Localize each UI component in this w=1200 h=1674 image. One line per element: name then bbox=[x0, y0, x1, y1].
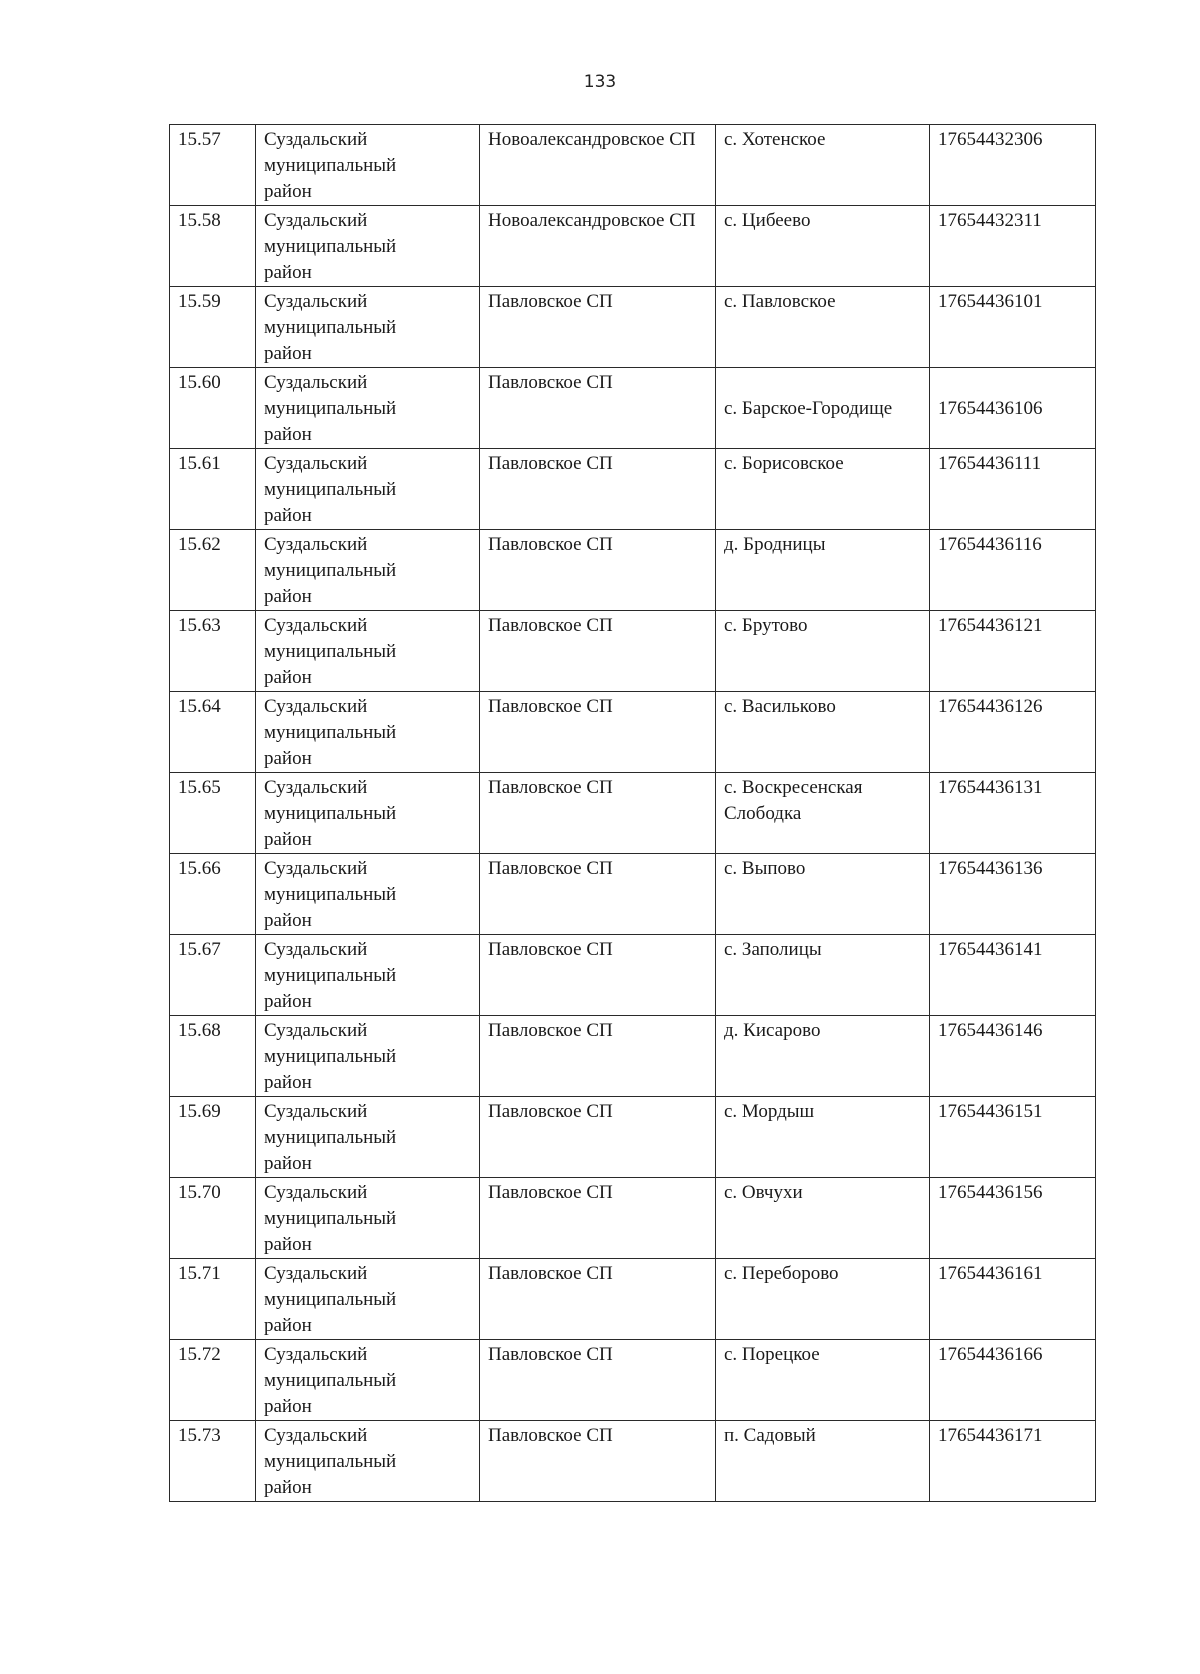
oktmo-code-cell: 17654436121 bbox=[930, 611, 1096, 692]
settlement-cell: Павловское СП bbox=[480, 1178, 716, 1259]
oktmo-code-cell: 17654432311 bbox=[930, 206, 1096, 287]
table-row bbox=[170, 1340, 1096, 1421]
district-line: муниципальный bbox=[264, 479, 397, 500]
row-number: 15.67 bbox=[170, 935, 256, 1016]
oktmo-code-cell: 17654436141 bbox=[930, 935, 1096, 1016]
table-row bbox=[170, 692, 1096, 773]
table-row bbox=[170, 368, 1096, 449]
district-line: муниципальный bbox=[264, 722, 397, 743]
district-cell bbox=[256, 1097, 480, 1178]
district-line: Суздальский bbox=[264, 858, 368, 879]
district-line: район bbox=[264, 1234, 312, 1255]
district-cell bbox=[256, 368, 480, 449]
district-cell bbox=[256, 854, 480, 935]
oktmo-code-cell: 17654436131 bbox=[930, 773, 1096, 854]
table-row bbox=[170, 449, 1096, 530]
district-line: район bbox=[264, 1477, 312, 1498]
district-line: район bbox=[264, 181, 312, 202]
district-cell bbox=[256, 530, 480, 611]
table-row bbox=[170, 287, 1096, 368]
district-line: район bbox=[264, 262, 312, 283]
table-row bbox=[170, 1016, 1096, 1097]
district-line: район bbox=[264, 910, 312, 931]
district-line: Суздальский bbox=[264, 696, 368, 717]
district-line: муниципальный bbox=[264, 1046, 397, 1067]
district-line: Суздальский bbox=[264, 129, 368, 150]
locality-cell: д. Кисарово bbox=[716, 1016, 930, 1097]
district-line: муниципальный bbox=[264, 884, 397, 905]
district-line: Суздальский bbox=[264, 1425, 368, 1446]
table-row bbox=[170, 854, 1096, 935]
row-number: 15.58 bbox=[170, 206, 256, 287]
district-line: Суздальский bbox=[264, 291, 368, 312]
table-row bbox=[170, 1259, 1096, 1340]
table-row bbox=[170, 611, 1096, 692]
settlement-cell: Павловское СП bbox=[480, 1097, 716, 1178]
district-cell bbox=[256, 1178, 480, 1259]
district-line: муниципальный bbox=[264, 1127, 397, 1148]
locality-cell: с. Брутово bbox=[716, 611, 930, 692]
row-number: 15.57 bbox=[170, 125, 256, 206]
table-row bbox=[170, 1421, 1096, 1502]
oktmo-code-cell: 17654436171 bbox=[930, 1421, 1096, 1502]
settlement-cell: Павловское СП bbox=[480, 449, 716, 530]
locality-cell: п. Садовый bbox=[716, 1421, 930, 1502]
locality-cell: с. Овчухи bbox=[716, 1178, 930, 1259]
district-cell bbox=[256, 1259, 480, 1340]
district-cell bbox=[256, 1016, 480, 1097]
district-cell bbox=[256, 773, 480, 854]
oktmo-code-cell: 17654436146 bbox=[930, 1016, 1096, 1097]
oktmo-code-cell: 17654436111 bbox=[930, 449, 1096, 530]
district-line: район bbox=[264, 667, 312, 688]
row-number: 15.71 bbox=[170, 1259, 256, 1340]
district-line: муниципальный bbox=[264, 1451, 397, 1472]
district-cell bbox=[256, 935, 480, 1016]
locality-cell: с. Заполицы bbox=[716, 935, 930, 1016]
locality-cell: с. Борисовское bbox=[716, 449, 930, 530]
row-number: 15.65 bbox=[170, 773, 256, 854]
district-cell bbox=[256, 692, 480, 773]
district-line: Суздальский bbox=[264, 939, 368, 960]
oktmo-code-cell: 17654436116 bbox=[930, 530, 1096, 611]
district-line: район bbox=[264, 1396, 312, 1417]
oktmo-code-cell: 17654436166 bbox=[930, 1340, 1096, 1421]
table-row bbox=[170, 773, 1096, 854]
table-row bbox=[170, 530, 1096, 611]
settlement-cell: Павловское СП bbox=[480, 692, 716, 773]
row-number: 15.64 bbox=[170, 692, 256, 773]
district-line: муниципальный bbox=[264, 1208, 397, 1229]
district-line: район bbox=[264, 1153, 312, 1174]
oktmo-code-cell: 17654432306 bbox=[930, 125, 1096, 206]
district-line: Суздальский bbox=[264, 615, 368, 636]
district-cell bbox=[256, 1340, 480, 1421]
settlement-cell: Новоалександровское СП bbox=[480, 125, 716, 206]
table-row bbox=[170, 125, 1096, 206]
district-line: район bbox=[264, 505, 312, 526]
district-line: муниципальный bbox=[264, 965, 397, 986]
district-line: муниципальный bbox=[264, 236, 397, 257]
oktmo-code-cell: 17654436126 bbox=[930, 692, 1096, 773]
settlement-cell: Новоалександровское СП bbox=[480, 206, 716, 287]
table-row bbox=[170, 1097, 1096, 1178]
district-line: Суздальский bbox=[264, 210, 368, 231]
row-number: 15.68 bbox=[170, 1016, 256, 1097]
table-row bbox=[170, 935, 1096, 1016]
locality-cell: с. Хотенское bbox=[716, 125, 930, 206]
row-number: 15.66 bbox=[170, 854, 256, 935]
district-line: район bbox=[264, 424, 312, 445]
district-cell bbox=[256, 1421, 480, 1502]
district-line: муниципальный bbox=[264, 641, 397, 662]
settlement-cell: Павловское СП bbox=[480, 854, 716, 935]
locality-cell: с. Павловское bbox=[716, 287, 930, 368]
district-line: Суздальский bbox=[264, 534, 368, 555]
locality-cell: с. Воскресенская Слободка bbox=[716, 773, 930, 854]
row-number: 15.69 bbox=[170, 1097, 256, 1178]
locality-cell: с. Переборово bbox=[716, 1259, 930, 1340]
row-number: 15.61 bbox=[170, 449, 256, 530]
district-cell bbox=[256, 449, 480, 530]
district-line: Суздальский bbox=[264, 777, 368, 798]
settlements-table bbox=[169, 124, 1096, 1502]
oktmo-code-cell: 17654436161 bbox=[930, 1259, 1096, 1340]
district-line: район bbox=[264, 1315, 312, 1336]
table-row bbox=[170, 1178, 1096, 1259]
settlement-cell: Павловское СП bbox=[480, 773, 716, 854]
settlement-cell: Павловское СП bbox=[480, 530, 716, 611]
district-line: Суздальский bbox=[264, 1101, 368, 1122]
locality-cell: с. Цибеево bbox=[716, 206, 930, 287]
locality-cell: с. Мордыш bbox=[716, 1097, 930, 1178]
oktmo-code-cell: 17654436136 bbox=[930, 854, 1096, 935]
district-cell bbox=[256, 125, 480, 206]
oktmo-code-cell: 17654436106 bbox=[930, 368, 1096, 449]
oktmo-code-cell: 17654436101 bbox=[930, 287, 1096, 368]
settlement-cell: Павловское СП bbox=[480, 611, 716, 692]
page-number: 133 bbox=[583, 72, 617, 92]
district-line: Суздальский bbox=[264, 1182, 368, 1203]
settlement-cell: Павловское СП bbox=[480, 368, 716, 449]
row-number: 15.70 bbox=[170, 1178, 256, 1259]
district-line: муниципальный bbox=[264, 1289, 397, 1310]
district-line: муниципальный bbox=[264, 317, 397, 338]
district-line: муниципальный bbox=[264, 398, 397, 419]
district-line: район bbox=[264, 748, 312, 769]
row-number: 15.73 bbox=[170, 1421, 256, 1502]
oktmo-code-cell: 17654436156 bbox=[930, 1178, 1096, 1259]
district-line: муниципальный bbox=[264, 1370, 397, 1391]
table-body bbox=[170, 125, 1096, 1502]
settlement-cell: Павловское СП bbox=[480, 935, 716, 1016]
district-line: муниципальный bbox=[264, 803, 397, 824]
district-line: район bbox=[264, 991, 312, 1012]
district-line: Суздальский bbox=[264, 453, 368, 474]
district-line: муниципальный bbox=[264, 560, 397, 581]
oktmo-code-cell: 17654436151 bbox=[930, 1097, 1096, 1178]
row-number: 15.60 bbox=[170, 368, 256, 449]
district-cell bbox=[256, 206, 480, 287]
district-line: район bbox=[264, 343, 312, 364]
row-number: 15.59 bbox=[170, 287, 256, 368]
district-line: муниципальный bbox=[264, 155, 397, 176]
district-line: Суздальский bbox=[264, 1263, 368, 1284]
district-line: район bbox=[264, 586, 312, 607]
locality-cell: с. Барское-Городище bbox=[716, 368, 930, 449]
row-number: 15.63 bbox=[170, 611, 256, 692]
settlement-cell: Павловское СП bbox=[480, 1421, 716, 1502]
settlement-cell: Павловское СП bbox=[480, 1016, 716, 1097]
row-number: 15.62 bbox=[170, 530, 256, 611]
district-cell bbox=[256, 287, 480, 368]
district-line: Суздальский bbox=[264, 372, 368, 393]
settlement-cell: Павловское СП bbox=[480, 1259, 716, 1340]
locality-cell: с. Выпово bbox=[716, 854, 930, 935]
locality-cell: с. Порецкое bbox=[716, 1340, 930, 1421]
district-line: Суздальский bbox=[264, 1344, 368, 1365]
district-line: Суздальский bbox=[264, 1020, 368, 1041]
district-cell bbox=[256, 611, 480, 692]
table-row bbox=[170, 206, 1096, 287]
settlement-cell: Павловское СП bbox=[480, 287, 716, 368]
district-line: район bbox=[264, 829, 312, 850]
locality-cell: с. Васильково bbox=[716, 692, 930, 773]
district-line: район bbox=[264, 1072, 312, 1093]
row-number: 15.72 bbox=[170, 1340, 256, 1421]
locality-cell: д. Бродницы bbox=[716, 530, 930, 611]
settlement-cell: Павловское СП bbox=[480, 1340, 716, 1421]
